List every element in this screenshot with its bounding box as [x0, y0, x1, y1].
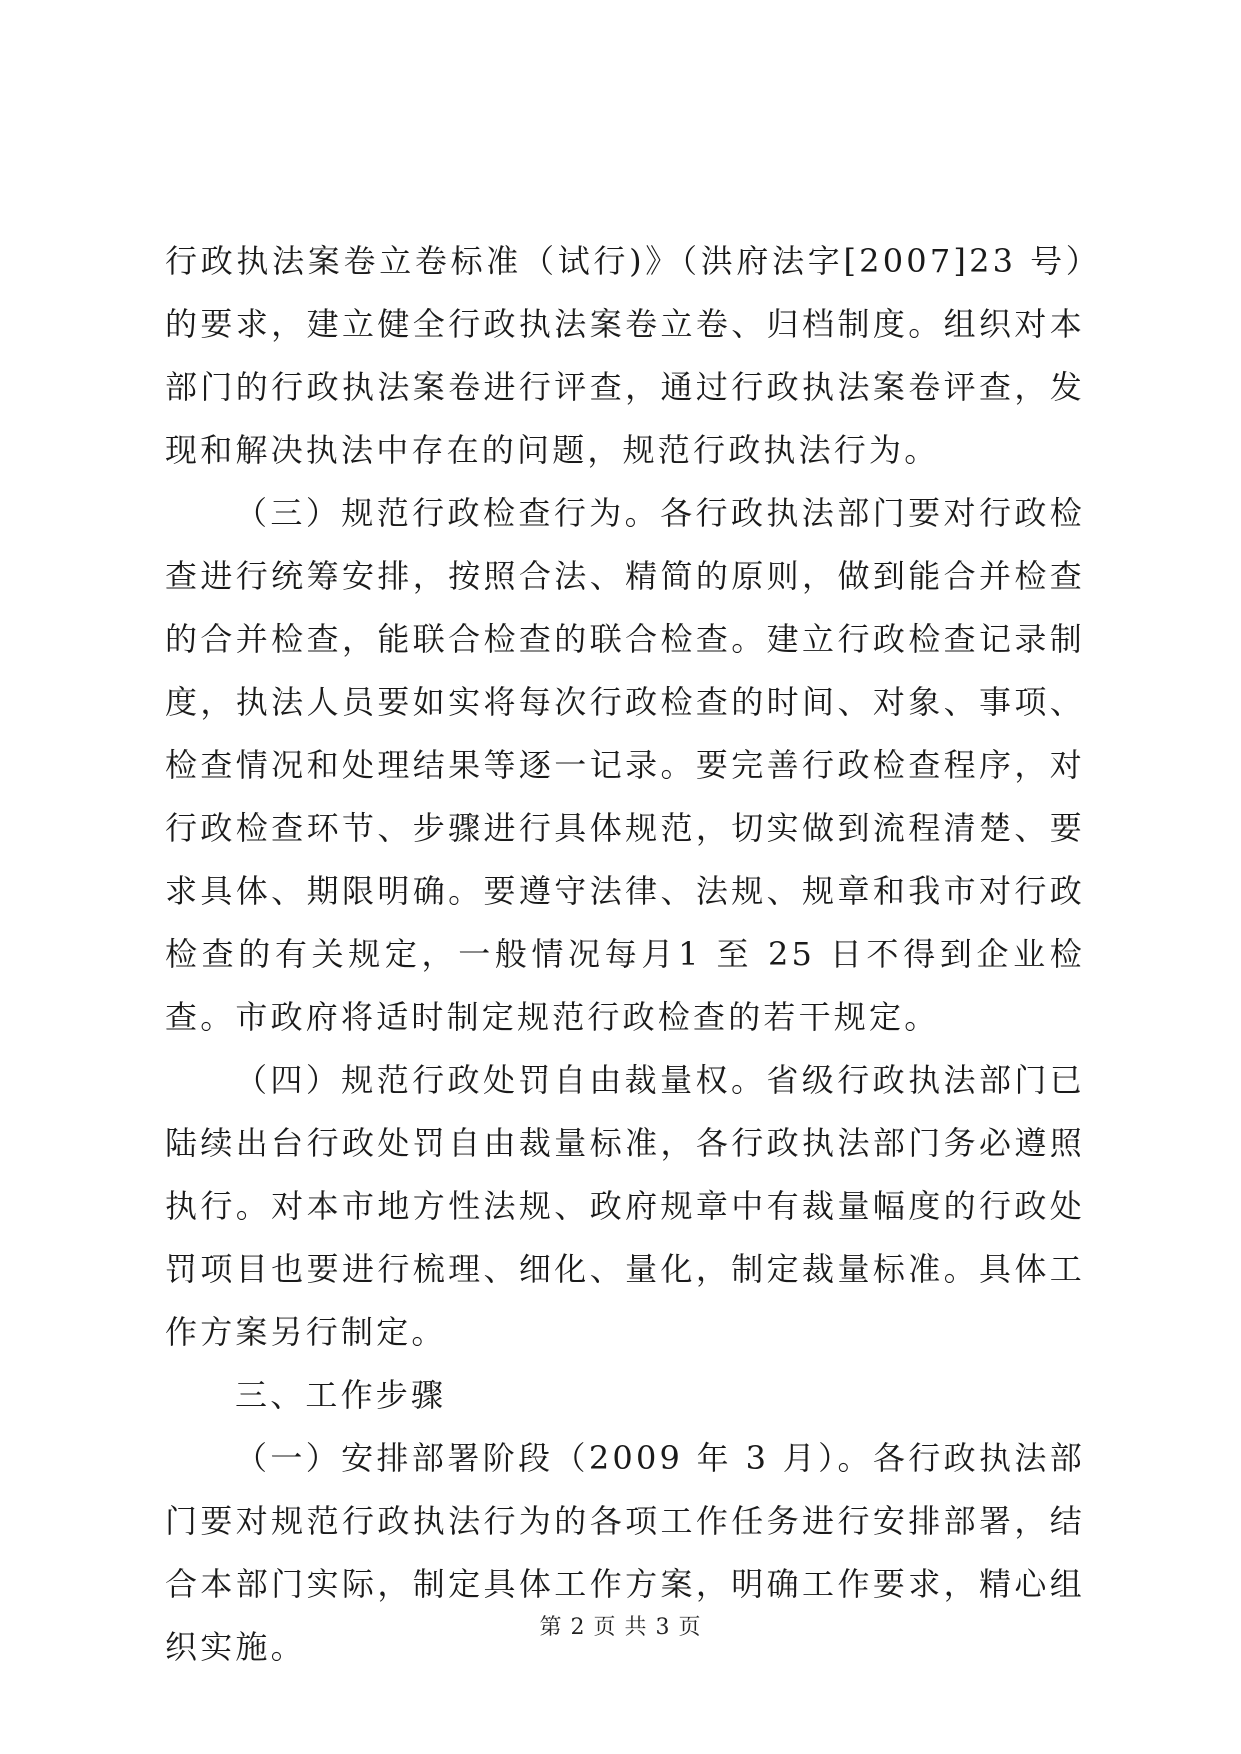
paragraph-deployment-stage: （一）安排部署阶段（2009 年 3 月）。各行政执法部门要对规范行政执法行为的各项工作任务进行安排部署，结合本部门实际，制定具体工作方案，明确工作要求，精心组织实施。 — [165, 1439, 1085, 1666]
document-body — [165, 230, 1085, 1679]
paragraph-continuation: 行政执法案卷立卷标准（试行)》（洪府法字[2007]23 号）的要求，建立健全行政执法案卷立卷、归档制度。组织对本部门的行政执法案卷进行评查，通过行政执法案卷评查，发现和解决执法中存在的问题，规范行政执法行为。 — [165, 242, 1085, 469]
section-heading-work-steps: 三、工作步骤 — [235, 1376, 447, 1414]
page-footer: 第 2 页 共 3 页 — [539, 1615, 702, 1640]
paragraph-inspection: （三）规范行政检查行为。各行政执法部门要对行政检查进行统筹安排，按照合法、精简的原则，做到能合并检查的合并检查，能联合检查的联合检查。建立行政检查记录制度，执法人员要如实将每次行政检查的时间、对象、事项、检查情况和处理结果等逐一记录。要完善行政检查程序，对行政检查环节、步骤进行具体规范，切实做到流程清楚、要求具体、期限明确。要遵守法律、法规、规章和我市对行政检查的有关规定，一般情况每月1 至 25 日不得到企业检查。市政府将适时制定规范行政检查的若干规定。 — [165, 494, 1085, 1036]
paragraph-discretion: （四）规范行政处罚自由裁量权。省级行政执法部门已陆续出台行政处罚自由裁量标准，各行政执法部门务必遵照执行。对本市地方性法规、政府规章中有裁量幅度的行政处罚项目也要进行梳理、细化、量化，制定裁量标准。具体工作方案另行制定。 — [165, 1061, 1085, 1351]
